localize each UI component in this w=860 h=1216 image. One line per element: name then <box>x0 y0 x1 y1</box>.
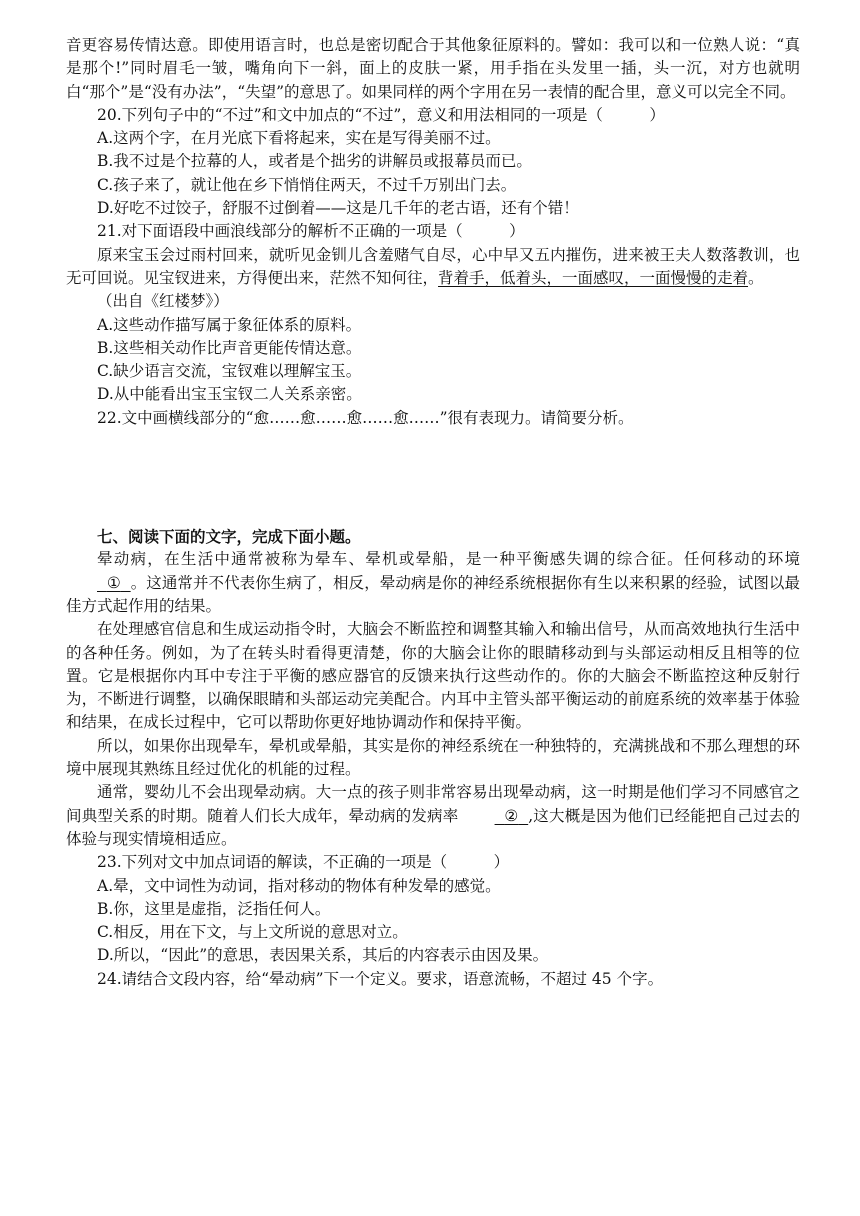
section-7-paragraph-4 <box>66 781 800 851</box>
paragraph-4-text-b: ,这大概是因为他们已经能把自己过去的体验与现实情境相适应。 <box>66 806 800 848</box>
question-22-stem: 22.文中画横线部分的“愈……愈……愈……愈……”很有表现力。请简要分析。 <box>97 408 634 427</box>
paragraph-1-text-b: 。这通常并不代表你生病了，相反，晕动病是你的神经系统根据你有生以来积累的经验，试图以最佳方式起作用的结果。 <box>66 573 800 615</box>
question-20-option-d: D.好吃不过饺子，舒服不过倒着——这是几千年的老古语，还有个错！ <box>97 199 579 218</box>
passage-plain-text: 原来宝玉会过雨村回来，就听见金钏儿含羞赌气自尽，心中早又五内摧伤，进来被王夫人数落教训，也无可回说。见宝钗进来，方得便出来，茫然不知何往， <box>66 245 800 287</box>
question-20-option-a: A.这两个字，在月光底下看将起来，实在是写得美丽不过。 <box>97 129 501 148</box>
question-23-option-d: D.所以，“因此”的意思，表因果关系，其后的内容表示由因及果。 <box>97 946 549 965</box>
blank-1-label: ① <box>106 573 121 592</box>
paragraph-4-text-a: 通常，婴幼儿不会出现晕动病。大一点的孩子则非常容易出现晕动病，这一时期是他们学习不同感官之间典型关系的时期。随着人们长大成年，晕动病的发病率 <box>66 783 800 825</box>
section-7-paragraph-3: 所以，如果你出现晕车，晕机或晕船，其实是你的神经系统在一种独特的，充满挑战和不那么理想的环境中展现其熟练且经过优化的机能的过程。 <box>66 736 800 779</box>
question-24-stem: 24.请结合文段内容，给“晕动病”下一个定义。要求，语意流畅，不超过 45 个字。 <box>97 969 664 988</box>
question-21-option-b: B.这些相关动作比声音更能传情达意。 <box>97 338 362 357</box>
document-page <box>66 34 800 991</box>
blank-2-label: ② <box>504 806 519 825</box>
paragraph-1-text-a: 晕动病，在生活中通常被称为晕车、晕机或晕船，是一种平衡感失调的综合征。任何移动的环境 <box>97 550 800 569</box>
blank-1 <box>66 572 131 595</box>
question-23-option-b: B.你，这里是虚指，泛指任何人。 <box>97 899 331 918</box>
question-21-passage <box>66 244 800 291</box>
section-7-paragraph-2: 在处理感官信息和生成运动指令时，大脑会不断监控和调整其输入和输出信号，从而高效地执行生活中的各种任务。例如，为了在转头时看得更清楚，你的大脑会让你的眼睛移动到与头部运动相反且相等的位置。它是根据你内耳中专注于平衡的感应器官的反馈来执行这些动作的。你的大脑会不断监控这种反射行为，不断进行调整，以确保眼睛和头部运动完美配合。内耳中主管头部平衡运动的前庭系统的效率基于体验和结果，在成长过程中，它可以帮助你更好地协调动作和保持平衡。 <box>66 620 800 732</box>
question-21-option-a: A.这些动作描写属于象征体系的原料。 <box>97 315 362 334</box>
question-21-stem: 21.对下面语段中画浪线部分的解析不正确的一项是（ ） <box>97 222 525 241</box>
passage-end-punctuation: 。 <box>748 268 764 287</box>
question-23-stem: 23.下列对文中加点词语的解读，不正确的一项是（ ） <box>97 853 510 872</box>
section-7-paragraph-1 <box>66 548 800 618</box>
answer-space <box>66 430 800 525</box>
question-20-stem: 20.下列句子中的“不过”和文中加点的“不过”，意义和用法相同的一项是（ ） <box>97 105 665 124</box>
passage-wavy-underlined-text: 背着手，低着头，一面感叹，一面慢慢的走着 <box>438 268 749 287</box>
question-21-option-d: D.从中能看出宝玉宝钗二人关系亲密。 <box>97 385 362 404</box>
question-23-option-a: A.晕，文中词性为动词，指对移动的物体有种发晕的感觉。 <box>97 876 501 895</box>
intro-paragraph: 音更容易传情达意。即使用语言时，也总是密切配合于其他象征原料的。譬如：我可以和一位熟人说：“真是那个!”同时眉毛一皱，嘴角向下一斜，面上的皮肤一紧，用手指在头发里一插，头一沉，对方也就明白“那个”是“没有办法”，“失望”的意思了。如果同样的两个字用在另一表情的配合里，意义可以完全不同。 <box>66 36 800 101</box>
question-21-source: （出自《红楼梦》） <box>97 292 229 311</box>
section-7-title: 七、阅读下面的文字，完成下面小题。 <box>97 527 361 547</box>
question-21-option-c: C.缺少语言交流，宝钗难以理解宝玉。 <box>97 362 362 381</box>
question-20-option-b: B.我不过是个拉幕的人，或者是个拙劣的讲解员或报幕员而已。 <box>97 152 532 171</box>
question-20-option-c: C.孩子来了，就让他在乡下悄悄住两天，不过千万别出门去。 <box>97 175 517 194</box>
question-23-option-c: C.相反，用在下文，与上文所说的意思对立。 <box>97 923 408 942</box>
blank-2 <box>464 805 529 828</box>
